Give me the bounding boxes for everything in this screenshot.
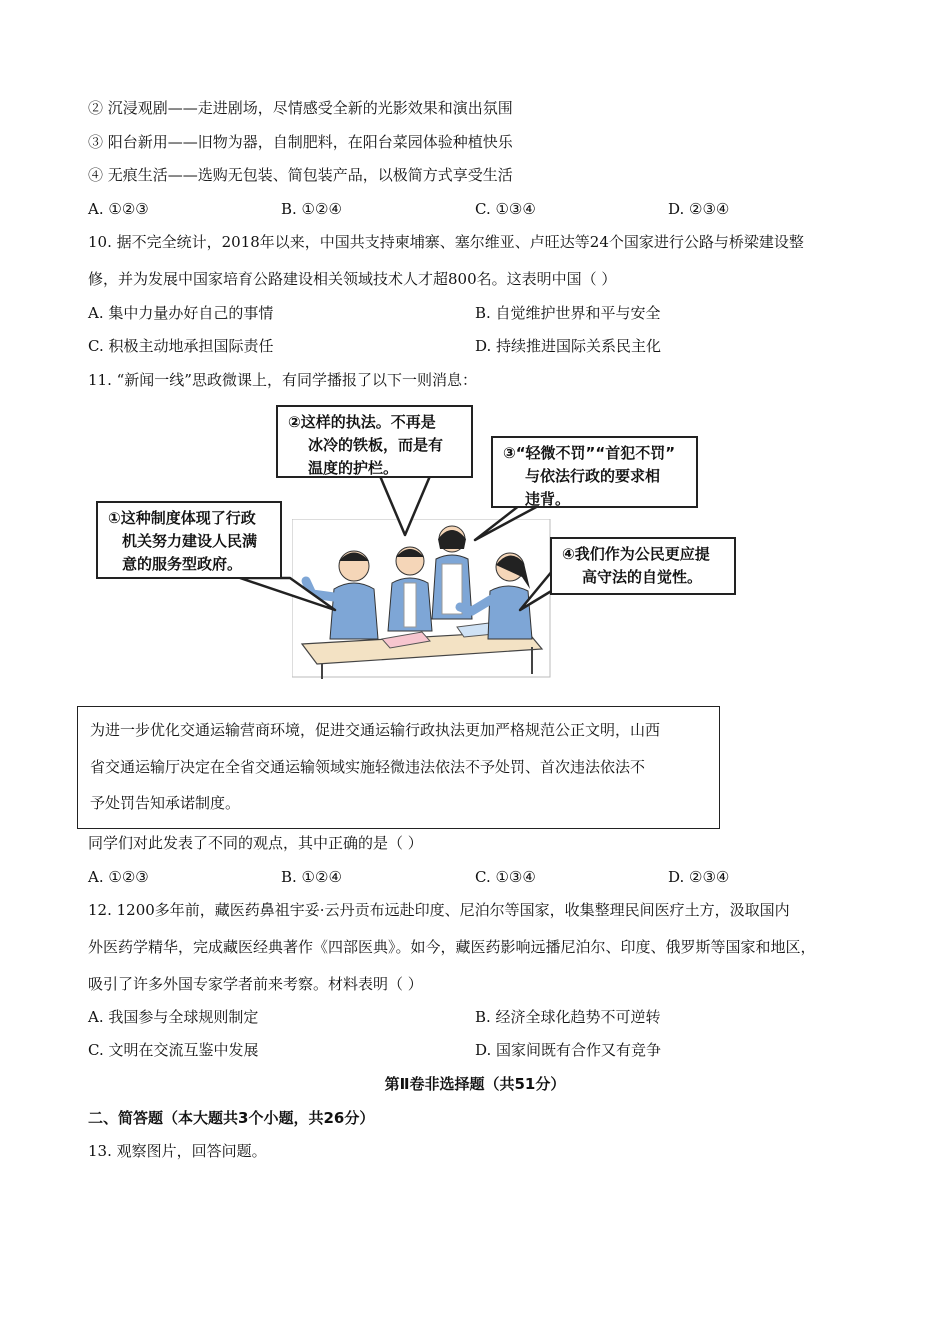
q11-option-a: A. ①②③ [88,868,149,886]
q10-option-d: D. 持续推进国际关系民主化 [475,337,662,355]
news-box [77,706,720,829]
q10-stem-line2: 修，并为发展中国家培育公路建设相关领域技术人才超800名。这表明中国（ ） [88,270,617,288]
bubble-1-line2: 机关努力建设人民满 [122,532,258,550]
q9-option-d: D. ②③④ [668,200,730,218]
q11-question: 同学们对此发表了不同的观点，其中正确的是（ ） [88,834,423,852]
q12-option-b: B. 经济全球化趋势不可逆转 [475,1008,661,1026]
bubble-2-line2: 冰冷的铁板，而是有 [308,436,444,454]
q9-item-4: ④ 无痕生活——选购无包装、简包装产品，以极简方式享受生活 [88,166,513,184]
section-title: 第Ⅱ卷非选择题（共51分） [384,1075,566,1093]
bubble-1-line1: ①这种制度体现了行政 [108,509,256,527]
q10-stem-line1: 10. 据不完全统计，2018年以来，中国共支持柬埔寨、塞尔维亚、卢旺达等24个国家进行公路与桥梁建设整 [88,233,804,251]
q12-stem-line1: 12. 1200多年前，藏医药鼻祖宇妥·云丹贡布远赴印度、尼泊尔等国家，收集整理民间医疗土方，汲取国内 [88,901,790,919]
news-line2: 省交通运输厅决定在全省交通运输领域实施轻微违法依法不予处罚、首次违法依法不 [90,758,646,776]
q11-option-d: D. ②③④ [668,868,730,886]
q11-option-c: C. ①③④ [475,868,536,886]
q12-option-d: D. 国家间既有合作又有竞争 [475,1041,662,1059]
q12-stem-line2: 外医药学精华，完成藏医经典著作《四部医典》。如今，藏医药影响远播尼泊尔、印度、俄罗斯等国家和地区， [88,938,816,956]
bubble-1-line3: 意的服务型政府。 [122,555,243,573]
q12-option-a: A. 我国参与全球规则制定 [88,1008,259,1026]
bubble-2-line3: 温度的护栏。 [308,459,399,477]
q10-option-c: C. 积极主动地承担国际责任 [88,337,274,355]
q13-stem: 13. 观察图片，回答问题。 [88,1142,267,1160]
bubble-2-line1: ②这样的执法。不再是 [288,413,436,431]
q9-option-a: A. ①②③ [88,200,149,218]
bubble-4 [550,537,736,595]
q12-option-c: C. 文明在交流互鉴中发展 [88,1041,259,1059]
q9-item-2: ② 沉浸观剧——走进剧场，尽情感受全新的光影效果和演出氛围 [88,99,513,117]
news-line1: 为进一步优化交通运输营商环境，促进交通运输行政执法更加严格规范公正文明，山西 [90,721,661,739]
bubble-3-line2: 与依法行政的要求相 [525,467,661,485]
bubble-3-line1: ③“轻微不罚”“首犯不罚” [503,444,676,462]
q11-stem: 11. “新闻一线”思政微课上，有同学播报了以下一则消息： [88,371,477,389]
q10-option-b: B. 自觉维护世界和平与安全 [475,304,661,322]
q9-option-b: B. ①②④ [281,200,342,218]
news-line3: 予处罚告知承诺制度。 [90,794,241,812]
q9-item-3: ③ 阳台新用——旧物为器，自制肥料，在阳台菜园体验种植快乐 [88,133,513,151]
bubble-4-line2: 高守法的自觉性。 [582,568,703,586]
bubble-1 [96,501,282,579]
bubble-4-line1: ④我们作为公民更应提 [562,545,710,563]
q9-option-c: C. ①③④ [475,200,536,218]
q11-option-b: B. ①②④ [281,868,342,886]
q10-option-a: A. 集中力量办好自己的事情 [88,304,274,322]
bubble-3 [491,436,698,508]
bubble-2 [276,405,473,478]
bubble-3-line3: 违背。 [525,490,571,508]
part-two-title: 二、简答题（本大题共3个小题，共26分） [88,1109,375,1127]
q12-stem-line3: 吸引了许多外国专家学者前来考察。材料表明（ ） [88,975,423,993]
